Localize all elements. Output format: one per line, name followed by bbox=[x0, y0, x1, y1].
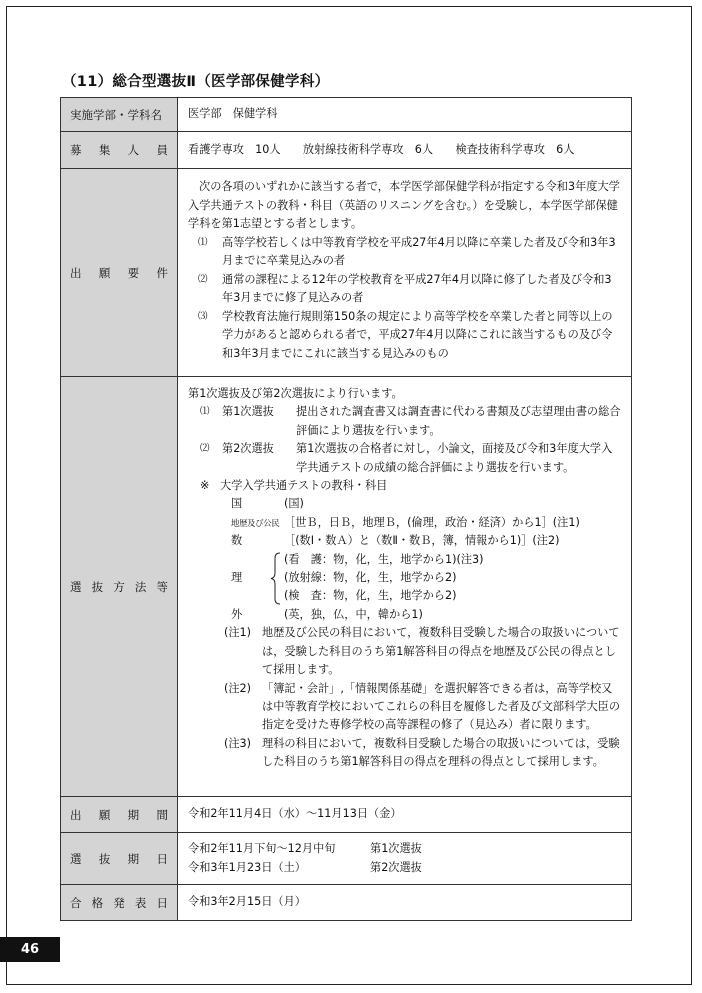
requirement-item: ⑵ 通常の課程による12年の学校教育を平成27年4月以降に修了した者及び令和3年3月までに修了見込みの者 bbox=[198, 272, 612, 304]
method-intro: 第1次選抜及び第2次選抜により行います。 bbox=[188, 387, 403, 400]
note-item: (注3) 理科の科目において，複数科目受験した場合の取扱いについては，受験した科目のうち第1解答科目の得点を理科の得点として採用します。 bbox=[224, 736, 620, 769]
label-faculty: 実施学部・学科名 bbox=[61, 98, 178, 132]
label-period: 出 願 期 間 bbox=[61, 797, 178, 833]
brace-icon bbox=[267, 551, 284, 606]
row-faculty bbox=[61, 98, 632, 132]
note-item: (注1) 地歴及び公民の科目において，複数科目受験した場合の取扱いについては，受験した科目のうち第1解答科目の得点を地歴及び公民の得点として採用します。 bbox=[224, 626, 620, 677]
announcement-value: 令和3年2月15日（月） bbox=[178, 885, 632, 921]
faculty-value: 医学部 保健学科 bbox=[178, 98, 632, 132]
subject-chireki: 地歴及び公民 ［世Ｂ，日Ｂ，地理Ｂ，(倫理，政治・経済）から1］(注1) bbox=[231, 515, 580, 529]
method-content bbox=[178, 377, 632, 797]
requirements-intro: 次の各項のいずれかに該当する者で，本学医学部保健学科が指定する令和3年度大学入学共通テストの教科・科目（英語のリスニングを含む。）を受験し，本学医学部保健学科を第1志望とする者とします。 bbox=[188, 180, 620, 230]
row-schedule bbox=[61, 833, 632, 885]
subject-rika: 理 (看 護：物，化，生，地学から1)(注3) (放射線：物，化，生，地学から2) (検 査：物，化，生，地学から2) bbox=[188, 551, 621, 606]
page-number: 46 bbox=[0, 937, 60, 962]
requirements-content bbox=[178, 169, 632, 377]
label-schedule: 選 抜 期 日 bbox=[61, 833, 178, 885]
schedule-item: 令和3年1月23日（土） 第2次選抜 bbox=[188, 860, 422, 874]
schedule-item: 令和2年11月下旬～12月中旬 第1次選抜 bbox=[188, 842, 422, 855]
row-period bbox=[61, 797, 632, 833]
rika-line: (検 査：物，化，生，地学から2) bbox=[284, 589, 457, 603]
schedule-content bbox=[178, 833, 632, 885]
row-requirements bbox=[61, 169, 632, 377]
label-capacity: 募 集 人 員 bbox=[61, 132, 178, 169]
note-item: (注2) 「簿記・会計」,「情報関係基礎」を選択解答できる者は，高等学校又は中等教育学校においてこれらの科目を履修した者及び文部科学大臣の指定を受けた専修学校の高等課程の修了（見込み）者に限ります。 bbox=[224, 681, 621, 732]
period-value: 令和2年11月4日（水）～11月13日（金） bbox=[178, 797, 632, 833]
row-announcement bbox=[61, 885, 632, 921]
rika-line: (放射線：物，化，生，地学から2) bbox=[284, 571, 457, 585]
subjects-heading: ※ 大学入学共通テストの教科・科目 bbox=[200, 479, 388, 493]
row-method bbox=[61, 377, 632, 797]
subject-kokugo: 国 (国) bbox=[231, 497, 304, 511]
label-announcement: 合 格 発 表 日 bbox=[61, 885, 178, 921]
requirement-item: ⑶ 学校教育法施行規則第150条の規定により高等学校を卒業した者と同等以上の学力があると認められる者で，平成27年4月以降にこれに該当するもの及び令和3年3月までにこれに該当する見込みのもの bbox=[198, 309, 613, 360]
stage-item: ⑵ 第2次選抜 第1次選抜の合格者に対し，小論文，面接及び令和3年度大学入学共通テストの成績の総合評価により選抜を行います。 bbox=[200, 442, 613, 474]
stage-item: ⑴ 第1次選抜 提出された調査書又は調査書に代わる書類及び志望理由書の総合評価により選抜を行います。 bbox=[200, 405, 621, 437]
capacity-value: 看護学専攻 10人 放射線技術科学専攻 6人 検査技術科学専攻 6人 bbox=[178, 132, 632, 169]
subject-gaikokugo: 外 (英，独，仏，中，韓から1) bbox=[231, 607, 423, 621]
label-method: 選 抜 方 法 等 bbox=[61, 377, 178, 797]
requirement-item: ⑴ 高等学校若しくは中等教育学校を平成27年4月以降に卒業した者及び令和3年3月までに卒業見込みの者 bbox=[198, 235, 616, 267]
section-title: （11）総合型選抜Ⅱ（医学部保健学科） bbox=[62, 74, 330, 90]
admission-table bbox=[60, 97, 632, 921]
row-capacity bbox=[61, 132, 632, 169]
subject-sugaku: 数 ［(数Ⅰ・数Ａ）と（数Ⅱ・数Ｂ，簿，情報から1)］(注2) bbox=[231, 534, 560, 548]
label-requirements: 出 願 要 件 bbox=[61, 169, 178, 377]
rika-line: (看 護：物，化，生，地学から1)(注3) bbox=[284, 552, 484, 566]
